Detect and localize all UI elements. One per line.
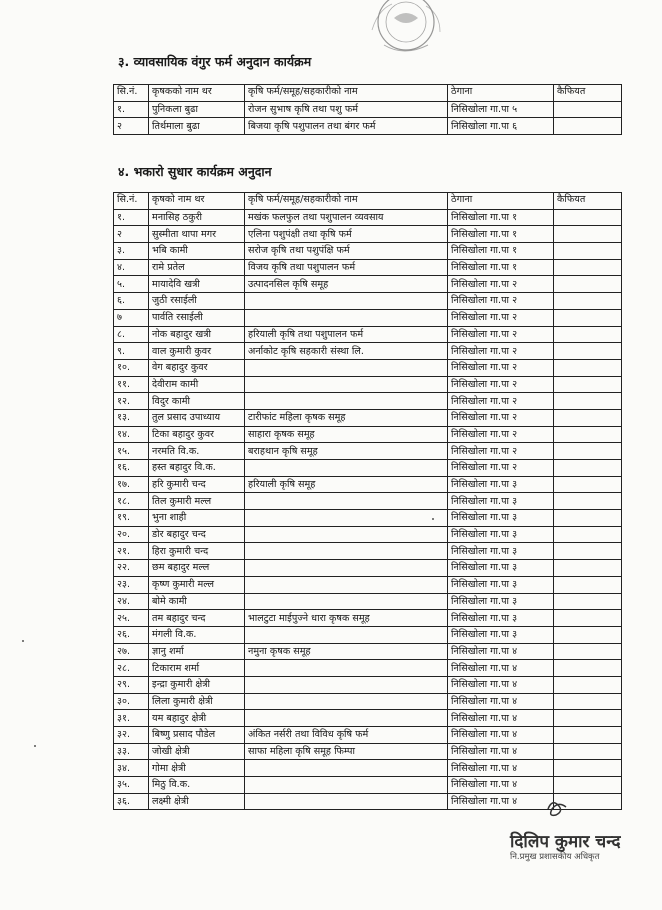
cell-remarks <box>554 343 622 360</box>
cell-address: निसिखोला गा.पा ३ <box>448 593 554 610</box>
cell-remarks <box>554 293 622 310</box>
cell-farm-name <box>245 676 448 693</box>
cell-address: निसिखोला गा.पा ३ <box>448 493 554 510</box>
cell-farmer-name: बिष्णु प्रसाद पौडेल <box>149 727 245 744</box>
table-row <box>114 376 622 393</box>
cell-remarks <box>554 660 622 677</box>
signatory-name: दिलिप कुमार चन्द <box>510 832 621 852</box>
cell-sn: १९. <box>114 510 149 527</box>
scan-speck <box>34 745 36 747</box>
cell-farmer-name: भुना शाही <box>149 510 245 527</box>
table-row <box>114 760 622 777</box>
cell-remarks <box>554 101 622 118</box>
cell-farmer-name: जुठी रसाईली <box>149 293 245 310</box>
table-row <box>114 293 622 310</box>
cell-farm-name <box>245 710 448 727</box>
cell-address: निसिखोला गा.पा २ <box>448 460 554 477</box>
cell-remarks <box>554 460 622 477</box>
cell-address: निसिखोला गा.पा २ <box>448 326 554 343</box>
cell-farmer-name: पार्वति रसाईली <box>149 309 245 326</box>
cell-sn: २६. <box>114 626 149 643</box>
cell-address: निसिखोला गा.पा २ <box>448 376 554 393</box>
cell-farmer-name: मंगली वि.क. <box>149 626 245 643</box>
cell-sn: ३५. <box>114 777 149 794</box>
cell-remarks <box>554 359 622 376</box>
cell-sn: २७. <box>114 643 149 660</box>
cell-remarks <box>554 376 622 393</box>
cell-remarks <box>554 476 622 493</box>
cell-remarks <box>554 259 622 276</box>
cell-sn: ३०. <box>114 693 149 710</box>
table-row <box>114 101 622 118</box>
cell-farm-name <box>245 376 448 393</box>
cell-farmer-name: नरमति वि.क. <box>149 443 245 460</box>
cell-farm-name: एलिना पशुपंक्षी तथा कृषि फर्म <box>245 226 448 243</box>
table-row <box>114 743 622 760</box>
cell-sn: १८. <box>114 493 149 510</box>
cell-sn: १७. <box>114 476 149 493</box>
cell-farm-name <box>245 576 448 593</box>
table-row <box>114 443 622 460</box>
cell-farm-name: उत्पादनसिल कृषि समूह <box>245 276 448 293</box>
cell-remarks <box>554 226 622 243</box>
cell-farm-name <box>245 760 448 777</box>
cell-address: निसिखोला गा.पा ४ <box>448 777 554 794</box>
header-farmer-name: कृषको नाम थर <box>149 193 245 210</box>
cell-farm-name <box>245 626 448 643</box>
cell-sn: ५. <box>114 276 149 293</box>
cell-address: निसिखोला गा.पा ४ <box>448 643 554 660</box>
cell-farm-name: नमुना कृषक समूह <box>245 643 448 660</box>
table-row <box>114 526 622 543</box>
cell-remarks <box>554 543 622 560</box>
cell-farm-name: मखंक फलफुल तथा पशुपालन व्यवसाय <box>245 209 448 226</box>
cell-address: निसिखोला गा.पा ५ <box>448 101 554 118</box>
cell-sn: ३४. <box>114 760 149 777</box>
cell-farmer-name: हरि कुमारी चन्द <box>149 476 245 493</box>
cell-address: निसिखोला गा.पा २ <box>448 343 554 360</box>
cell-farm-name <box>245 777 448 794</box>
table-row <box>114 576 622 593</box>
cell-remarks <box>554 643 622 660</box>
cell-farmer-name: वाल कुमारी कुवर <box>149 343 245 360</box>
cell-farm-name: बराहथान कृषि समूह <box>245 443 448 460</box>
cell-farm-name <box>245 309 448 326</box>
table-row <box>114 476 622 493</box>
header-remarks: कैफियत <box>554 193 622 210</box>
table-header-row <box>114 193 622 210</box>
cell-address: निसिखोला गा.पा ३ <box>448 576 554 593</box>
table-row <box>114 118 622 135</box>
table-row <box>114 259 622 276</box>
cell-address: निसिखोला गा.पा २ <box>448 293 554 310</box>
cell-address: निसिखोला गा.पा २ <box>448 426 554 443</box>
office-stamp <box>364 0 454 70</box>
cell-sn: २८. <box>114 660 149 677</box>
cell-farm-name: साहारा कृषक समूह <box>245 426 448 443</box>
cell-sn: १६. <box>114 460 149 477</box>
cell-farmer-name: हिरा कुमारी चन्द <box>149 543 245 560</box>
cell-remarks <box>554 777 622 794</box>
cell-farmer-name: टिकाराम शर्मा <box>149 660 245 677</box>
cell-address: निसिखोला गा.पा ४ <box>448 660 554 677</box>
cell-remarks <box>554 326 622 343</box>
cell-farmer-name: लिला कुमारी क्षेत्री <box>149 693 245 710</box>
cell-farmer-name: विदुर कामी <box>149 393 245 410</box>
cell-sn: ३३. <box>114 743 149 760</box>
cell-farm-name: विजय कृषि तथा पशुपालन फर्म <box>245 259 448 276</box>
table-row <box>114 393 622 410</box>
cell-sn: १३. <box>114 409 149 426</box>
scan-speck <box>22 640 24 642</box>
section-4-table <box>113 192 622 810</box>
cell-address: निसिखोला गा.पा ४ <box>448 743 554 760</box>
cell-address: निसिखोला गा.पा १ <box>448 243 554 260</box>
section-3-title: ३. व्यावसायिक वंगुर फर्म अनुदान कार्यक्रम <box>118 54 312 69</box>
cell-address: निसिखोला गा.पा २ <box>448 359 554 376</box>
cell-remarks <box>554 118 622 135</box>
scan-speck <box>432 518 434 520</box>
cell-sn: ८. <box>114 326 149 343</box>
table-row <box>114 610 622 627</box>
cell-sn: २२. <box>114 560 149 577</box>
cell-farm-name <box>245 493 448 510</box>
cell-farmer-name: बोमे कामी <box>149 593 245 610</box>
cell-address: निसिखोला गा.पा ४ <box>448 710 554 727</box>
table-header-row <box>114 85 622 102</box>
cell-address: निसिखोला गा.पा ४ <box>448 693 554 710</box>
cell-farmer-name: हस्त बहादुर वि.क. <box>149 460 245 477</box>
cell-sn: ६. <box>114 293 149 310</box>
table-row <box>114 543 622 560</box>
cell-farmer-name: मायादेवि खत्री <box>149 276 245 293</box>
cell-farmer-name: मनासिह ठकुरी <box>149 209 245 226</box>
header-address: ठेगाना <box>448 193 554 210</box>
cell-sn: ४. <box>114 259 149 276</box>
cell-sn: १५. <box>114 443 149 460</box>
cell-address: निसिखोला गा.पा २ <box>448 393 554 410</box>
cell-address: निसिखोला गा.पा ४ <box>448 760 554 777</box>
cell-address: निसिखोला गा.पा ३ <box>448 510 554 527</box>
cell-remarks <box>554 626 622 643</box>
cell-farmer-name: यम बहादुर क्षेत्री <box>149 710 245 727</box>
cell-farm-name: भालटुटा माईपुज्ने धारा कृषक समूह <box>245 610 448 627</box>
cell-remarks <box>554 593 622 610</box>
cell-sn: २ <box>114 226 149 243</box>
cell-farm-name <box>245 693 448 710</box>
cell-remarks <box>554 409 622 426</box>
table-row <box>114 460 622 477</box>
cell-sn: २०. <box>114 526 149 543</box>
cell-sn: २३. <box>114 576 149 593</box>
table-row <box>114 326 622 343</box>
table-row <box>114 276 622 293</box>
cell-farmer-name: तिर्थमाला बुढा <box>149 118 245 135</box>
cell-farm-name: सरोज कृषि तथा पशुपंक्षि फर्म <box>245 243 448 260</box>
table-row <box>114 693 622 710</box>
table-row <box>114 727 622 744</box>
cell-farmer-name: तम बहादुर चन्द <box>149 610 245 627</box>
cell-farmer-name: देवीराम कामी <box>149 376 245 393</box>
cell-farmer-name: कृष्ण कुमारी मल्ल <box>149 576 245 593</box>
cell-address: निसिखोला गा.पा १ <box>448 226 554 243</box>
cell-farm-name <box>245 460 448 477</box>
cell-remarks <box>554 493 622 510</box>
cell-address: निसिखोला गा.पा १ <box>448 209 554 226</box>
cell-farm-name <box>245 660 448 677</box>
header-farm-name: कृषि फर्म/समूह/सहकारीको नाम <box>245 193 448 210</box>
cell-farmer-name: नोक बहादुर खत्री <box>149 326 245 343</box>
cell-farm-name: साफा महिला कृषि समूह फिम्पा <box>245 743 448 760</box>
cell-remarks <box>554 393 622 410</box>
cell-sn: १२. <box>114 393 149 410</box>
cell-remarks <box>554 710 622 727</box>
cell-address: निसिखोला गा.पा २ <box>448 309 554 326</box>
header-sn: सि.नं. <box>114 193 149 210</box>
cell-sn: ३१. <box>114 710 149 727</box>
cell-address: निसिखोला गा.पा ४ <box>448 727 554 744</box>
cell-farm-name <box>245 393 448 410</box>
cell-address: निसिखोला गा.पा ३ <box>448 626 554 643</box>
table-row <box>114 409 622 426</box>
cell-farmer-name: लक्ष्मी क्षेत्री <box>149 793 245 810</box>
cell-remarks <box>554 576 622 593</box>
table-row <box>114 426 622 443</box>
table-row <box>114 343 622 360</box>
cell-remarks <box>554 243 622 260</box>
cell-farm-name <box>245 543 448 560</box>
table-row <box>114 560 622 577</box>
cell-address: निसिखोला गा.पा ३ <box>448 543 554 560</box>
cell-address: निसिखोला गा.पा २ <box>448 443 554 460</box>
cell-farm-name <box>245 593 448 610</box>
cell-farmer-name: इन्द्रा कुमारी क्षेत्री <box>149 676 245 693</box>
section-3-table <box>113 84 622 135</box>
cell-sn: १. <box>114 101 149 118</box>
cell-sn: १. <box>114 209 149 226</box>
cell-remarks <box>554 209 622 226</box>
cell-farm-name <box>245 510 448 527</box>
cell-remarks <box>554 693 622 710</box>
table-row <box>114 493 622 510</box>
cell-sn: ९. <box>114 343 149 360</box>
cell-address: निसिखोला गा.पा १ <box>448 259 554 276</box>
cell-remarks <box>554 743 622 760</box>
cell-farm-name <box>245 359 448 376</box>
header-farm-name: कृषि फर्म/समूह/सहकारीको नाम <box>245 85 448 102</box>
table-row <box>114 777 622 794</box>
header-sn: सि.नं. <box>114 85 149 102</box>
table-row <box>114 643 622 660</box>
header-address: ठेगाना <box>448 85 554 102</box>
cell-farmer-name: टिका बहादुर कुवर <box>149 426 245 443</box>
cell-farm-name <box>245 293 448 310</box>
cell-remarks <box>554 610 622 627</box>
cell-remarks <box>554 676 622 693</box>
cell-farmer-name: रामे प्रतेल <box>149 259 245 276</box>
cell-sn: २४. <box>114 593 149 610</box>
table-row <box>114 660 622 677</box>
cell-farm-name: हरियाली कृषि समूह <box>245 476 448 493</box>
cell-remarks <box>554 560 622 577</box>
cell-address: निसिखोला गा.पा ३ <box>448 526 554 543</box>
signature-block <box>510 793 650 873</box>
cell-farmer-name: वेग बहादुर कुवर <box>149 359 245 376</box>
cell-remarks <box>554 727 622 744</box>
cell-farm-name: अर्नाकोट कृषि सहकारी संस्था लि. <box>245 343 448 360</box>
cell-farm-name <box>245 793 448 810</box>
table-row <box>114 209 622 226</box>
table-row <box>114 309 622 326</box>
cell-farm-name: बिजया कृषि पशुपालन तथा बंगर फर्म <box>245 118 448 135</box>
cell-farmer-name: मिठु वि.क. <box>149 777 245 794</box>
cell-farm-name: टारीफांट महिला कृषक समूह <box>245 409 448 426</box>
cell-sn: २ <box>114 118 149 135</box>
table-row <box>114 510 622 527</box>
table-row <box>114 676 622 693</box>
cell-farmer-name: तिल कुमारी मल्ल <box>149 493 245 510</box>
cell-remarks <box>554 426 622 443</box>
cell-remarks <box>554 760 622 777</box>
cell-sn: १०. <box>114 359 149 376</box>
header-farmer-name: कृषकको नाम थर <box>149 85 245 102</box>
header-remarks: कैफियत <box>554 85 622 102</box>
signatory-title: नि.प्रमुख प्रशासकीय अधिकृत <box>510 852 600 862</box>
cell-sn: २१. <box>114 543 149 560</box>
cell-sn: २९. <box>114 676 149 693</box>
cell-remarks <box>554 510 622 527</box>
signature-scribble <box>544 793 574 823</box>
cell-farmer-name: पुनिकला बुढा <box>149 101 245 118</box>
cell-sn: १४. <box>114 426 149 443</box>
cell-address: निसिखोला गा.पा ६ <box>448 118 554 135</box>
cell-farmer-name: ज्ञानु शर्मा <box>149 643 245 660</box>
cell-address: निसिखोला गा.पा ३ <box>448 476 554 493</box>
table-row <box>114 626 622 643</box>
cell-farm-name <box>245 560 448 577</box>
cell-address: निसिखोला गा.पा ४ <box>448 793 554 810</box>
cell-remarks <box>554 526 622 543</box>
cell-sn: ३. <box>114 243 149 260</box>
cell-farmer-name: तुल प्रसाद उपाध्याय <box>149 409 245 426</box>
cell-address: निसिखोला गा.पा ३ <box>448 560 554 577</box>
table-row <box>114 359 622 376</box>
cell-farmer-name: छम बहादुर मल्ल <box>149 560 245 577</box>
cell-farmer-name: डोर बहादुर चन्द <box>149 526 245 543</box>
cell-sn: ११. <box>114 376 149 393</box>
cell-farm-name: रोजन सुभाष कृषि तथा पशु फर्म <box>245 101 448 118</box>
cell-sn: ३२. <box>114 727 149 744</box>
cell-farmer-name: गोमा क्षेत्री <box>149 760 245 777</box>
cell-address: निसिखोला गा.पा ३ <box>448 610 554 627</box>
cell-sn: ३६. <box>114 793 149 810</box>
cell-address: निसिखोला गा.पा २ <box>448 409 554 426</box>
cell-farm-name: अंकित नर्सरी तथा विविध कृषि फर्म <box>245 727 448 744</box>
cell-farm-name: हरियाली कृषि तथा पशुपालन फर्म <box>245 326 448 343</box>
cell-remarks <box>554 443 622 460</box>
table-row <box>114 710 622 727</box>
cell-farm-name <box>245 526 448 543</box>
cell-farmer-name: सुस्मीता थापा मगर <box>149 226 245 243</box>
cell-address: निसिखोला गा.पा २ <box>448 276 554 293</box>
table-row <box>114 593 622 610</box>
cell-remarks <box>554 276 622 293</box>
section-4-title: ४. भकारो सुधार कार्यक्रम अनुदान <box>118 164 272 179</box>
cell-remarks <box>554 309 622 326</box>
cell-address: निसिखोला गा.पा ४ <box>448 676 554 693</box>
table-row <box>114 226 622 243</box>
cell-sn: ७ <box>114 309 149 326</box>
cell-farmer-name: भबि कामी <box>149 243 245 260</box>
cell-sn: २५. <box>114 610 149 627</box>
cell-farmer-name: जोखी क्षेत्री <box>149 743 245 760</box>
table-row <box>114 243 622 260</box>
